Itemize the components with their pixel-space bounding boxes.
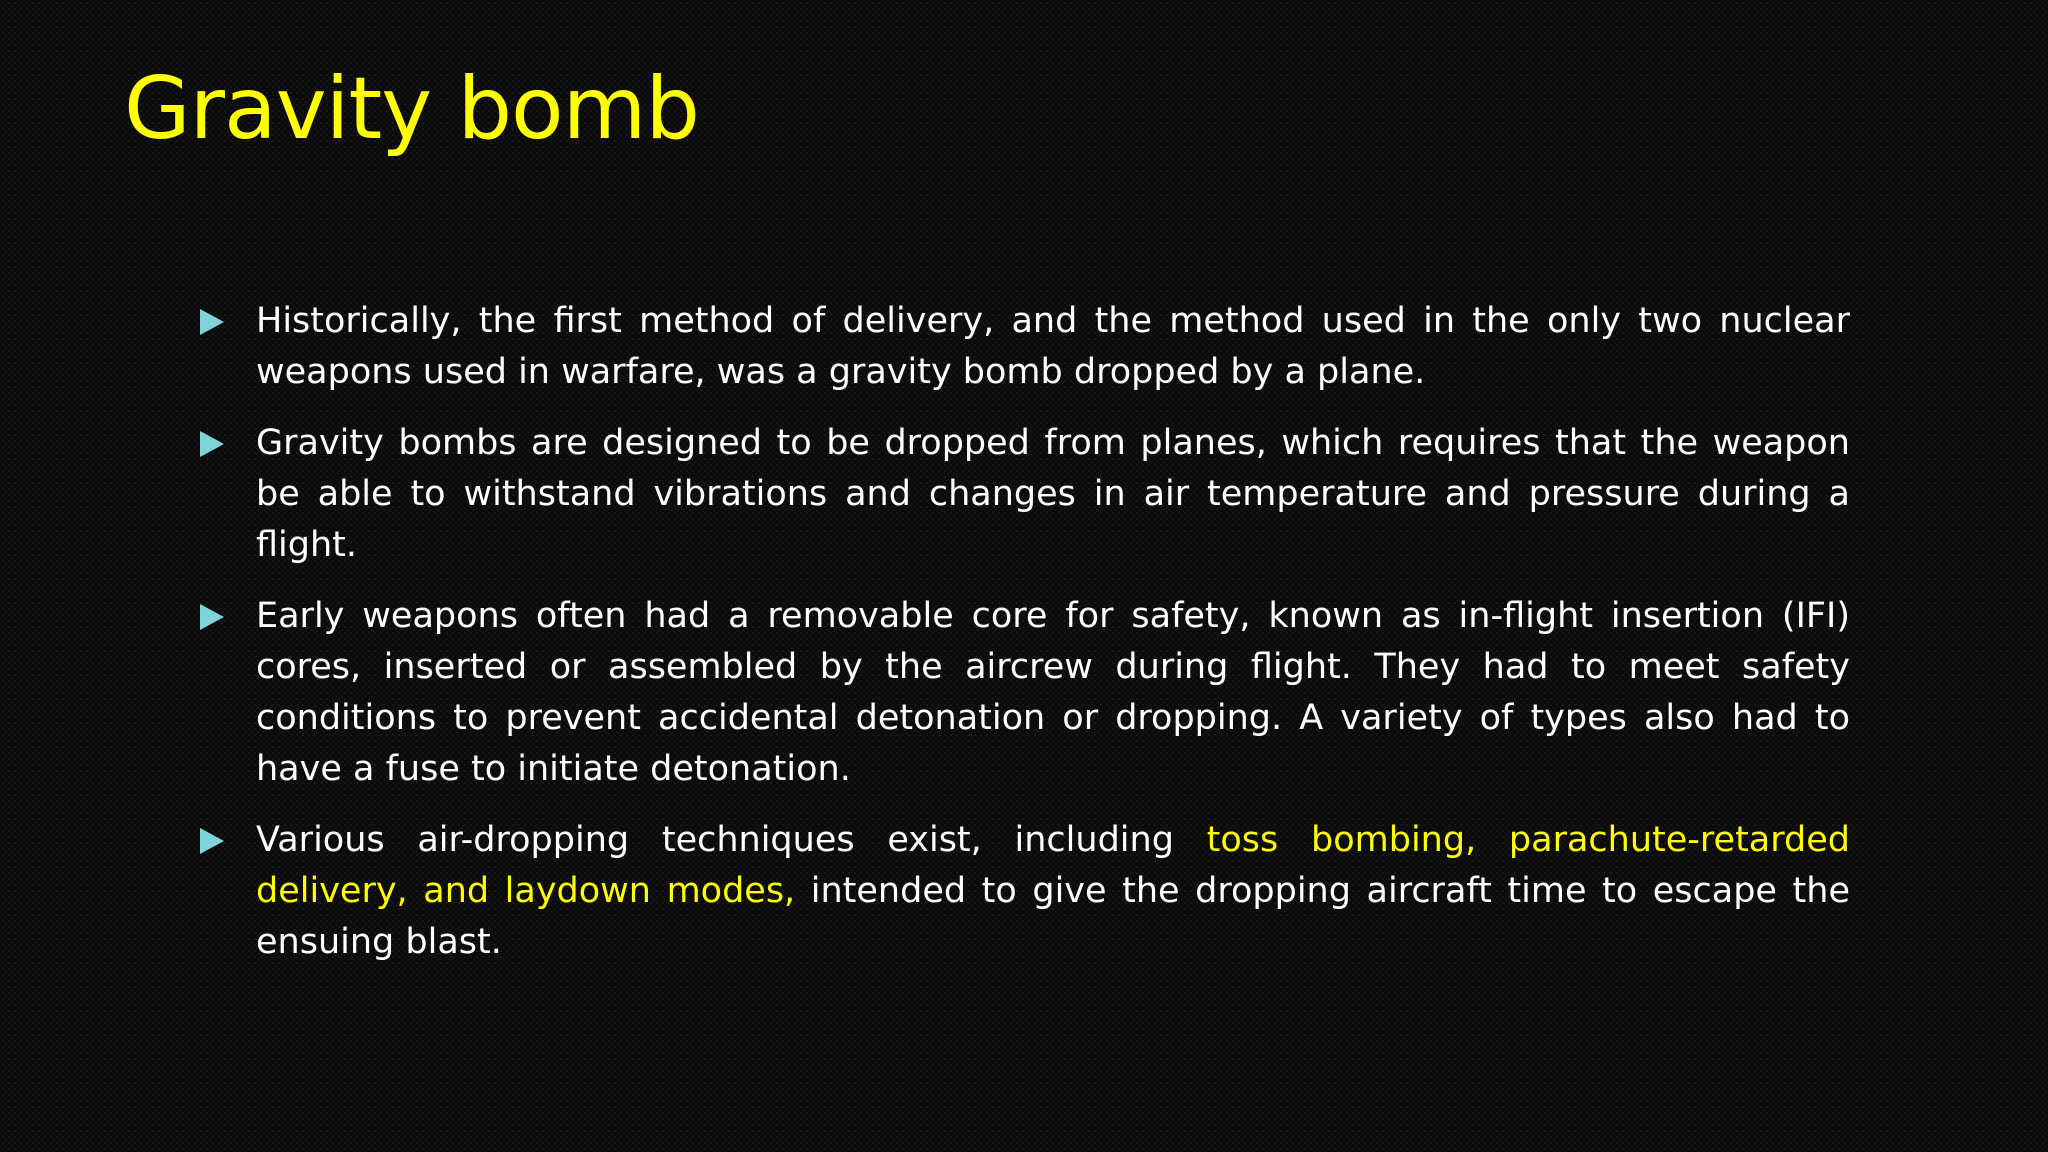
bullet-item	[200, 591, 1850, 795]
bullet-item	[200, 418, 1850, 571]
bullet-text: Historically, the first method of delivery, and the method used in the only two nuclear weapons used in warfare, was a gravity bomb dropped by a plane.	[256, 301, 1850, 392]
bullet-item	[200, 296, 1850, 398]
triangle-right-icon	[200, 431, 224, 457]
slide-title: Gravity bomb	[124, 59, 700, 159]
bullet-list	[200, 296, 1850, 988]
bullet-text-after: intended to give the dropping aircraft time to escape the ensuing blast.	[256, 871, 1850, 962]
bullet-item	[200, 815, 1850, 968]
bullet-text: Early weapons often had a removable core for safety, known as in-flight insertion (IFI) cores, inserted or assembled by the aircrew during flight. They had to meet safety conditions to prevent accidental detonation or dropping. A variety of types also had to have a fuse to initiate detonation.	[256, 596, 1850, 789]
highlighted-text: toss bombing, parachute-retarded delivery, and laydown modes,	[256, 820, 1850, 911]
bullet-text-before: Various air-dropping techniques exist, including	[256, 820, 1207, 860]
triangle-right-icon	[200, 604, 224, 630]
bullet-text: Gravity bombs are designed to be dropped from planes, which requires that the weapon be able to withstand vibrations and changes in air temperature and pressure during a flight.	[256, 423, 1850, 565]
triangle-right-icon	[200, 309, 224, 335]
triangle-right-icon	[200, 828, 224, 854]
